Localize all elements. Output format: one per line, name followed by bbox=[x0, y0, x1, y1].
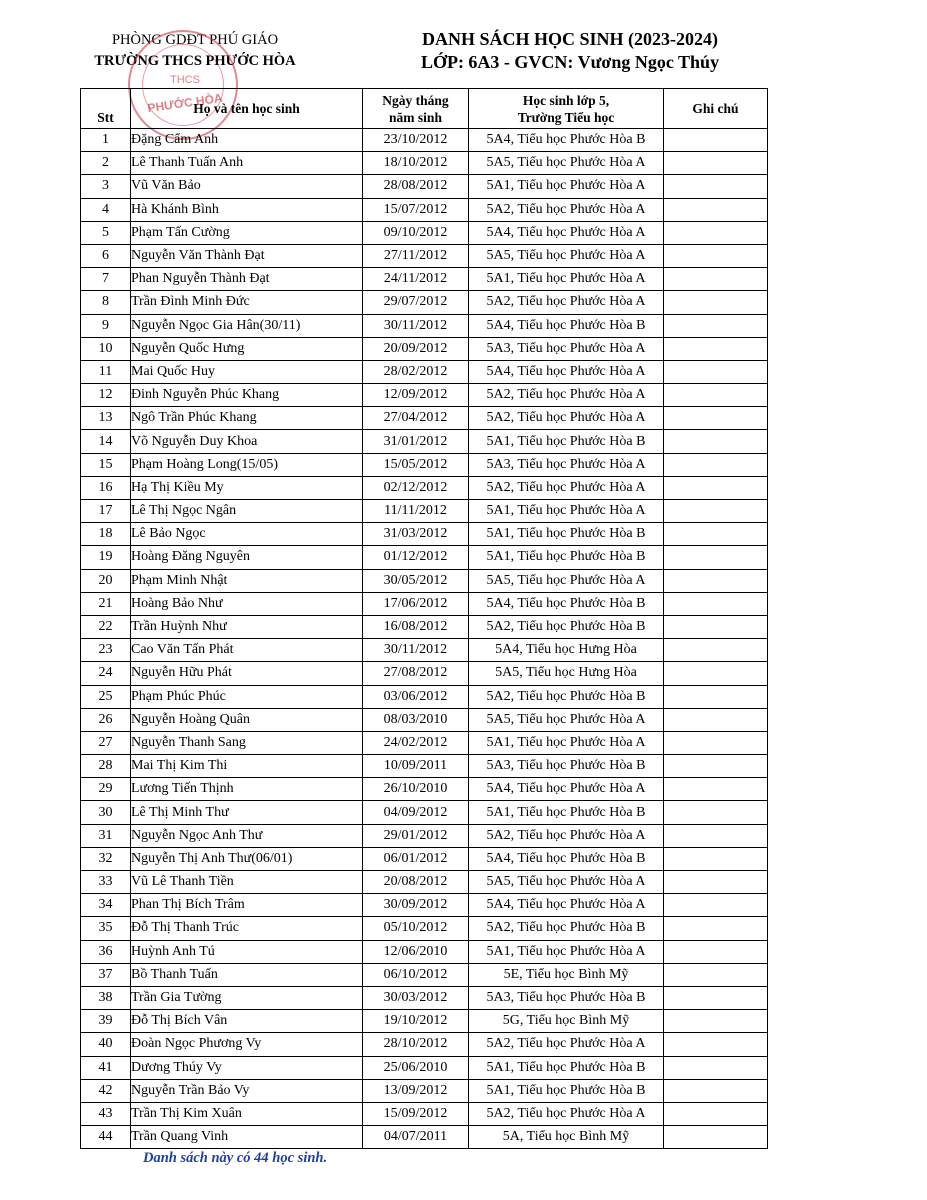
row-stt: 37 bbox=[81, 963, 131, 986]
previous-school: 5A2, Tiểu học Phước Hòa B bbox=[469, 615, 664, 638]
student-name: Trần Đình Minh Đức bbox=[131, 291, 363, 314]
date-of-birth: 12/06/2010 bbox=[363, 940, 469, 963]
note-cell bbox=[664, 662, 768, 685]
note-cell bbox=[664, 198, 768, 221]
previous-school: 5A1, Tiểu học Phước Hòa B bbox=[469, 1056, 664, 1079]
student-name: Nguyễn Thị Anh Thư(06/01) bbox=[131, 847, 363, 870]
date-of-birth: 15/09/2012 bbox=[363, 1102, 469, 1125]
stamp-text-main: PHƯỚC HÒA bbox=[146, 90, 224, 116]
note-cell bbox=[664, 847, 768, 870]
student-name: Trần Thị Kim Xuân bbox=[131, 1102, 363, 1125]
table-row bbox=[81, 1126, 768, 1149]
student-name: Lê Thị Minh Thư bbox=[131, 801, 363, 824]
previous-school: 5A5, Tiểu học Phước Hòa A bbox=[469, 871, 664, 894]
student-name: Trần Gia Tường bbox=[131, 986, 363, 1009]
student-name: Dương Thúy Vy bbox=[131, 1056, 363, 1079]
student-name: Phạm Minh Nhật bbox=[131, 569, 363, 592]
student-name: Nguyễn Hoàng Quân bbox=[131, 708, 363, 731]
student-name: Võ Nguyễn Duy Khoa bbox=[131, 430, 363, 453]
note-cell bbox=[664, 731, 768, 754]
previous-school: 5A4, Tiểu học Phước Hòa B bbox=[469, 592, 664, 615]
row-stt: 2 bbox=[81, 152, 131, 175]
date-of-birth: 10/09/2011 bbox=[363, 755, 469, 778]
previous-school: 5A1, Tiểu học Phước Hòa A bbox=[469, 940, 664, 963]
previous-school: 5A3, Tiểu học Phước Hòa A bbox=[469, 453, 664, 476]
date-of-birth: 27/11/2012 bbox=[363, 244, 469, 267]
note-cell bbox=[664, 314, 768, 337]
previous-school: 5A2, Tiểu học Phước Hòa A bbox=[469, 198, 664, 221]
table-row bbox=[81, 662, 768, 685]
row-stt: 8 bbox=[81, 291, 131, 314]
note-cell bbox=[664, 824, 768, 847]
note-cell bbox=[664, 360, 768, 383]
table-row bbox=[81, 592, 768, 615]
previous-school: 5A5, Tiểu học Phước Hòa A bbox=[469, 152, 664, 175]
table-row bbox=[81, 708, 768, 731]
date-of-birth: 27/08/2012 bbox=[363, 662, 469, 685]
student-name: Đinh Nguyễn Phúc Khang bbox=[131, 384, 363, 407]
note-cell bbox=[664, 755, 768, 778]
date-of-birth: 30/03/2012 bbox=[363, 986, 469, 1009]
date-of-birth: 30/05/2012 bbox=[363, 569, 469, 592]
date-of-birth: 28/02/2012 bbox=[363, 360, 469, 383]
table-row bbox=[81, 500, 768, 523]
table-row bbox=[81, 963, 768, 986]
col-header-note: Ghi chú bbox=[664, 89, 768, 129]
note-cell bbox=[664, 1033, 768, 1056]
note-cell bbox=[664, 639, 768, 662]
note-cell bbox=[664, 453, 768, 476]
note-cell bbox=[664, 1126, 768, 1149]
table-row bbox=[81, 198, 768, 221]
table-row bbox=[81, 384, 768, 407]
student-name: Phan Thị Bích Trâm bbox=[131, 894, 363, 917]
previous-school: 5A4, Tiểu học Phước Hòa B bbox=[469, 129, 664, 152]
row-stt: 1 bbox=[81, 129, 131, 152]
previous-school: 5A4, Tiểu học Phước Hòa A bbox=[469, 360, 664, 383]
row-stt: 42 bbox=[81, 1079, 131, 1102]
row-stt: 13 bbox=[81, 407, 131, 430]
previous-school: 5A5, Tiểu học Phước Hòa A bbox=[469, 569, 664, 592]
date-of-birth: 30/11/2012 bbox=[363, 314, 469, 337]
table-row bbox=[81, 801, 768, 824]
row-stt: 5 bbox=[81, 221, 131, 244]
table-row bbox=[81, 639, 768, 662]
row-stt: 7 bbox=[81, 268, 131, 291]
table-row bbox=[81, 175, 768, 198]
col-header-dob-line2: năm sinh bbox=[389, 109, 442, 125]
note-cell bbox=[664, 1079, 768, 1102]
footer-note: Danh sách này có 44 học sinh. bbox=[143, 1150, 328, 1166]
table-row bbox=[81, 755, 768, 778]
note-cell bbox=[664, 1056, 768, 1079]
date-of-birth: 06/01/2012 bbox=[363, 847, 469, 870]
row-stt: 25 bbox=[81, 685, 131, 708]
note-cell bbox=[664, 546, 768, 569]
note-cell bbox=[664, 476, 768, 499]
note-cell bbox=[664, 175, 768, 198]
row-stt: 38 bbox=[81, 986, 131, 1009]
row-stt: 43 bbox=[81, 1102, 131, 1125]
table-row bbox=[81, 546, 768, 569]
date-of-birth: 31/03/2012 bbox=[363, 523, 469, 546]
table-row bbox=[81, 778, 768, 801]
date-of-birth: 13/09/2012 bbox=[363, 1079, 469, 1102]
table-row bbox=[81, 407, 768, 430]
date-of-birth: 04/09/2012 bbox=[363, 801, 469, 824]
date-of-birth: 30/11/2012 bbox=[363, 639, 469, 662]
student-name: Hoàng Đăng Nguyên bbox=[131, 546, 363, 569]
note-cell bbox=[664, 569, 768, 592]
note-cell bbox=[664, 221, 768, 244]
previous-school: 5A1, Tiểu học Phước Hòa B bbox=[469, 1079, 664, 1102]
previous-school: 5G, Tiểu học Bình Mỹ bbox=[469, 1010, 664, 1033]
note-cell bbox=[664, 523, 768, 546]
note-cell bbox=[664, 129, 768, 152]
date-of-birth: 16/08/2012 bbox=[363, 615, 469, 638]
student-name: Lê Thanh Tuấn Anh bbox=[131, 152, 363, 175]
row-stt: 12 bbox=[81, 384, 131, 407]
date-of-birth: 24/11/2012 bbox=[363, 268, 469, 291]
row-stt: 40 bbox=[81, 1033, 131, 1056]
row-stt: 30 bbox=[81, 801, 131, 824]
date-of-birth: 09/10/2012 bbox=[363, 221, 469, 244]
previous-school: 5A2, Tiểu học Phước Hòa B bbox=[469, 917, 664, 940]
date-of-birth: 29/01/2012 bbox=[363, 824, 469, 847]
student-name: Trần Quang Vinh bbox=[131, 1126, 363, 1149]
table-row bbox=[81, 871, 768, 894]
date-of-birth: 20/09/2012 bbox=[363, 337, 469, 360]
previous-school: 5A4, Tiểu học Hưng Hòa bbox=[469, 639, 664, 662]
row-stt: 20 bbox=[81, 569, 131, 592]
school-name: TRƯỜNG THCS PHƯỚC HÒA bbox=[94, 53, 296, 69]
row-stt: 27 bbox=[81, 731, 131, 754]
table-row bbox=[81, 1079, 768, 1102]
table-row bbox=[81, 824, 768, 847]
note-cell bbox=[664, 894, 768, 917]
date-of-birth: 08/03/2010 bbox=[363, 708, 469, 731]
date-of-birth: 23/10/2012 bbox=[363, 129, 469, 152]
row-stt: 32 bbox=[81, 847, 131, 870]
previous-school: 5A2, Tiểu học Phước Hòa A bbox=[469, 824, 664, 847]
previous-school: 5A2, Tiểu học Phước Hòa A bbox=[469, 1102, 664, 1125]
note-cell bbox=[664, 708, 768, 731]
table-row bbox=[81, 129, 768, 152]
date-of-birth: 02/12/2012 bbox=[363, 476, 469, 499]
student-name: Nguyễn Quốc Hưng bbox=[131, 337, 363, 360]
note-cell bbox=[664, 615, 768, 638]
date-of-birth: 25/06/2010 bbox=[363, 1056, 469, 1079]
row-stt: 34 bbox=[81, 894, 131, 917]
date-of-birth: 15/07/2012 bbox=[363, 198, 469, 221]
student-name: Nguyễn Ngọc Gia Hân(30/11) bbox=[131, 314, 363, 337]
header-right bbox=[380, 28, 760, 74]
previous-school: 5A1, Tiểu học Phước Hòa B bbox=[469, 430, 664, 453]
note-cell bbox=[664, 244, 768, 267]
row-stt: 41 bbox=[81, 1056, 131, 1079]
student-name: Đỗ Thị Thanh Trúc bbox=[131, 917, 363, 940]
student-name: Đặng Cẩm Anh bbox=[131, 129, 363, 152]
date-of-birth: 29/07/2012 bbox=[363, 291, 469, 314]
table-row bbox=[81, 314, 768, 337]
student-name: Nguyễn Trần Bảo Vy bbox=[131, 1079, 363, 1102]
previous-school: 5A2, Tiểu học Phước Hòa A bbox=[469, 1033, 664, 1056]
stamp-text-top: THCS bbox=[170, 74, 200, 86]
note-cell bbox=[664, 778, 768, 801]
previous-school: 5A3, Tiểu học Phước Hòa A bbox=[469, 337, 664, 360]
student-name: Nguyễn Ngọc Anh Thư bbox=[131, 824, 363, 847]
row-stt: 4 bbox=[81, 198, 131, 221]
col-header-dob bbox=[363, 89, 469, 129]
date-of-birth: 19/10/2012 bbox=[363, 1010, 469, 1033]
note-cell bbox=[664, 152, 768, 175]
student-name: Hà Khánh Bình bbox=[131, 198, 363, 221]
date-of-birth: 31/01/2012 bbox=[363, 430, 469, 453]
row-stt: 9 bbox=[81, 314, 131, 337]
table-row bbox=[81, 569, 768, 592]
note-cell bbox=[664, 871, 768, 894]
row-stt: 10 bbox=[81, 337, 131, 360]
row-stt: 6 bbox=[81, 244, 131, 267]
row-stt: 33 bbox=[81, 871, 131, 894]
row-stt: 31 bbox=[81, 824, 131, 847]
date-of-birth: 30/09/2012 bbox=[363, 894, 469, 917]
student-name: Nguyễn Thanh Sang bbox=[131, 731, 363, 754]
row-stt: 15 bbox=[81, 453, 131, 476]
row-stt: 19 bbox=[81, 546, 131, 569]
previous-school: 5A1, Tiểu học Phước Hòa A bbox=[469, 175, 664, 198]
previous-school: 5A5, Tiểu học Phước Hòa A bbox=[469, 244, 664, 267]
col-header-prev-school-line2: Trường Tiểu học bbox=[517, 109, 615, 125]
date-of-birth: 12/09/2012 bbox=[363, 384, 469, 407]
previous-school: 5A1, Tiểu học Phước Hòa B bbox=[469, 523, 664, 546]
previous-school: 5A3, Tiểu học Phước Hòa B bbox=[469, 755, 664, 778]
student-name: Vũ Văn Bảo bbox=[131, 175, 363, 198]
student-name: Huỳnh Anh Tú bbox=[131, 940, 363, 963]
student-name: Đoàn Ngọc Phương Vy bbox=[131, 1033, 363, 1056]
date-of-birth: 28/10/2012 bbox=[363, 1033, 469, 1056]
table-row bbox=[81, 337, 768, 360]
previous-school: 5A1, Tiểu học Phước Hòa A bbox=[469, 500, 664, 523]
note-cell bbox=[664, 500, 768, 523]
row-stt: 16 bbox=[81, 476, 131, 499]
note-cell bbox=[664, 940, 768, 963]
previous-school: 5A4, Tiểu học Phước Hòa B bbox=[469, 314, 664, 337]
previous-school: 5A5, Tiểu học Phước Hòa A bbox=[469, 708, 664, 731]
student-roster-table bbox=[80, 88, 768, 1149]
previous-school: 5A4, Tiểu học Phước Hòa A bbox=[469, 778, 664, 801]
row-stt: 21 bbox=[81, 592, 131, 615]
date-of-birth: 06/10/2012 bbox=[363, 963, 469, 986]
previous-school: 5A1, Tiểu học Phước Hòa A bbox=[469, 268, 664, 291]
table-row bbox=[81, 685, 768, 708]
row-stt: 26 bbox=[81, 708, 131, 731]
department-name: PHÒNG GDĐT PHÚ GIÁO bbox=[111, 32, 279, 48]
student-name: Bồ Thanh Tuấn bbox=[131, 963, 363, 986]
col-header-name: Họ và tên học sinh bbox=[131, 89, 363, 129]
student-name: Vũ Lê Thanh Tiền bbox=[131, 871, 363, 894]
previous-school: 5A3, Tiểu học Phước Hòa B bbox=[469, 986, 664, 1009]
previous-school: 5A2, Tiểu học Phước Hòa A bbox=[469, 407, 664, 430]
table-row bbox=[81, 1056, 768, 1079]
note-cell bbox=[664, 430, 768, 453]
student-name: Nguyễn Văn Thành Đạt bbox=[131, 244, 363, 267]
date-of-birth: 26/10/2010 bbox=[363, 778, 469, 801]
previous-school: 5A1, Tiểu học Phước Hòa A bbox=[469, 731, 664, 754]
row-stt: 44 bbox=[81, 1126, 131, 1149]
previous-school: 5A4, Tiểu học Phước Hòa A bbox=[469, 894, 664, 917]
table-row bbox=[81, 615, 768, 638]
previous-school: 5A2, Tiểu học Phước Hòa A bbox=[469, 384, 664, 407]
previous-school: 5E, Tiểu học Bình Mỹ bbox=[469, 963, 664, 986]
table-row bbox=[81, 221, 768, 244]
student-name: Lê Bảo Ngọc bbox=[131, 523, 363, 546]
table-row bbox=[81, 453, 768, 476]
table-body bbox=[81, 129, 768, 1149]
date-of-birth: 03/06/2012 bbox=[363, 685, 469, 708]
table-row bbox=[81, 1010, 768, 1033]
student-name: Đỗ Thị Bích Vân bbox=[131, 1010, 363, 1033]
note-cell bbox=[664, 384, 768, 407]
row-stt: 3 bbox=[81, 175, 131, 198]
note-cell bbox=[664, 1010, 768, 1033]
student-name: Trần Huỳnh Như bbox=[131, 615, 363, 638]
student-name: Lê Thị Ngọc Ngân bbox=[131, 500, 363, 523]
student-name: Phạm Hoàng Long(15/05) bbox=[131, 453, 363, 476]
date-of-birth: 28/08/2012 bbox=[363, 175, 469, 198]
row-stt: 23 bbox=[81, 639, 131, 662]
note-cell bbox=[664, 963, 768, 986]
row-stt: 14 bbox=[81, 430, 131, 453]
table-row bbox=[81, 268, 768, 291]
student-name: Lương Tiến Thịnh bbox=[131, 778, 363, 801]
note-cell bbox=[664, 268, 768, 291]
table-row bbox=[81, 152, 768, 175]
table-row bbox=[81, 1102, 768, 1125]
student-name: Hoàng Bảo Như bbox=[131, 592, 363, 615]
student-name: Ngô Trần Phúc Khang bbox=[131, 407, 363, 430]
row-stt: 11 bbox=[81, 360, 131, 383]
date-of-birth: 17/06/2012 bbox=[363, 592, 469, 615]
date-of-birth: 01/12/2012 bbox=[363, 546, 469, 569]
student-name: Cao Văn Tấn Phát bbox=[131, 639, 363, 662]
date-of-birth: 05/10/2012 bbox=[363, 917, 469, 940]
document-title: DANH SÁCH HỌC SINH (2023-2024) bbox=[421, 29, 718, 49]
table-row bbox=[81, 731, 768, 754]
row-stt: 18 bbox=[81, 523, 131, 546]
date-of-birth: 04/07/2011 bbox=[363, 1126, 469, 1149]
row-stt: 28 bbox=[81, 755, 131, 778]
row-stt: 24 bbox=[81, 662, 131, 685]
note-cell bbox=[664, 1102, 768, 1125]
note-cell bbox=[664, 337, 768, 360]
note-cell bbox=[664, 291, 768, 314]
table-row bbox=[81, 523, 768, 546]
row-stt: 29 bbox=[81, 778, 131, 801]
date-of-birth: 24/02/2012 bbox=[363, 731, 469, 754]
previous-school: 5A5, Tiểu học Hưng Hòa bbox=[469, 662, 664, 685]
note-cell bbox=[664, 407, 768, 430]
row-stt: 35 bbox=[81, 917, 131, 940]
row-stt: 39 bbox=[81, 1010, 131, 1033]
student-name: Phạm Phúc Phúc bbox=[131, 685, 363, 708]
student-name: Mai Quốc Huy bbox=[131, 360, 363, 383]
table-row bbox=[81, 430, 768, 453]
previous-school: 5A2, Tiểu học Phước Hòa A bbox=[469, 291, 664, 314]
student-name: Hạ Thị Kiều My bbox=[131, 476, 363, 499]
previous-school: 5A2, Tiểu học Phước Hòa A bbox=[469, 476, 664, 499]
col-header-prev-school-line1: Học sinh lớp 5, bbox=[522, 92, 610, 108]
table-row bbox=[81, 940, 768, 963]
date-of-birth: 11/11/2012 bbox=[363, 500, 469, 523]
previous-school: 5A1, Tiểu học Phước Hòa B bbox=[469, 801, 664, 824]
table-row bbox=[81, 847, 768, 870]
table-row bbox=[81, 986, 768, 1009]
date-of-birth: 15/05/2012 bbox=[363, 453, 469, 476]
date-of-birth: 18/10/2012 bbox=[363, 152, 469, 175]
note-cell bbox=[664, 986, 768, 1009]
note-cell bbox=[664, 801, 768, 824]
table-header-row bbox=[81, 89, 768, 129]
date-of-birth: 27/04/2012 bbox=[363, 407, 469, 430]
note-cell bbox=[664, 685, 768, 708]
table-row bbox=[81, 1033, 768, 1056]
previous-school: 5A4, Tiểu học Phước Hòa A bbox=[469, 221, 664, 244]
previous-school: 5A2, Tiểu học Phước Hòa B bbox=[469, 685, 664, 708]
previous-school: 5A, Tiểu học Bình Mỹ bbox=[469, 1126, 664, 1149]
note-cell bbox=[664, 917, 768, 940]
previous-school: 5A1, Tiểu học Phước Hòa B bbox=[469, 546, 664, 569]
table-row bbox=[81, 476, 768, 499]
row-stt: 36 bbox=[81, 940, 131, 963]
table-row bbox=[81, 360, 768, 383]
col-header-dob-line1: Ngày tháng bbox=[382, 92, 449, 108]
table-row bbox=[81, 244, 768, 267]
student-name: Mai Thị Kim Thi bbox=[131, 755, 363, 778]
note-cell bbox=[664, 592, 768, 615]
row-stt: 17 bbox=[81, 500, 131, 523]
row-stt: 22 bbox=[81, 615, 131, 638]
col-header-prev-school bbox=[469, 89, 664, 129]
student-name: Phan Nguyễn Thành Đạt bbox=[131, 268, 363, 291]
table-row bbox=[81, 291, 768, 314]
col-header-stt: Stt bbox=[81, 89, 131, 129]
student-name: Phạm Tấn Cường bbox=[131, 221, 363, 244]
student-name: Nguyễn Hữu Phát bbox=[131, 662, 363, 685]
table-row bbox=[81, 894, 768, 917]
date-of-birth: 20/08/2012 bbox=[363, 871, 469, 894]
previous-school: 5A4, Tiểu học Phước Hòa B bbox=[469, 847, 664, 870]
class-line: LỚP: 6A3 - GVCN: Vương Ngọc Thúy bbox=[420, 52, 720, 72]
table-row bbox=[81, 917, 768, 940]
